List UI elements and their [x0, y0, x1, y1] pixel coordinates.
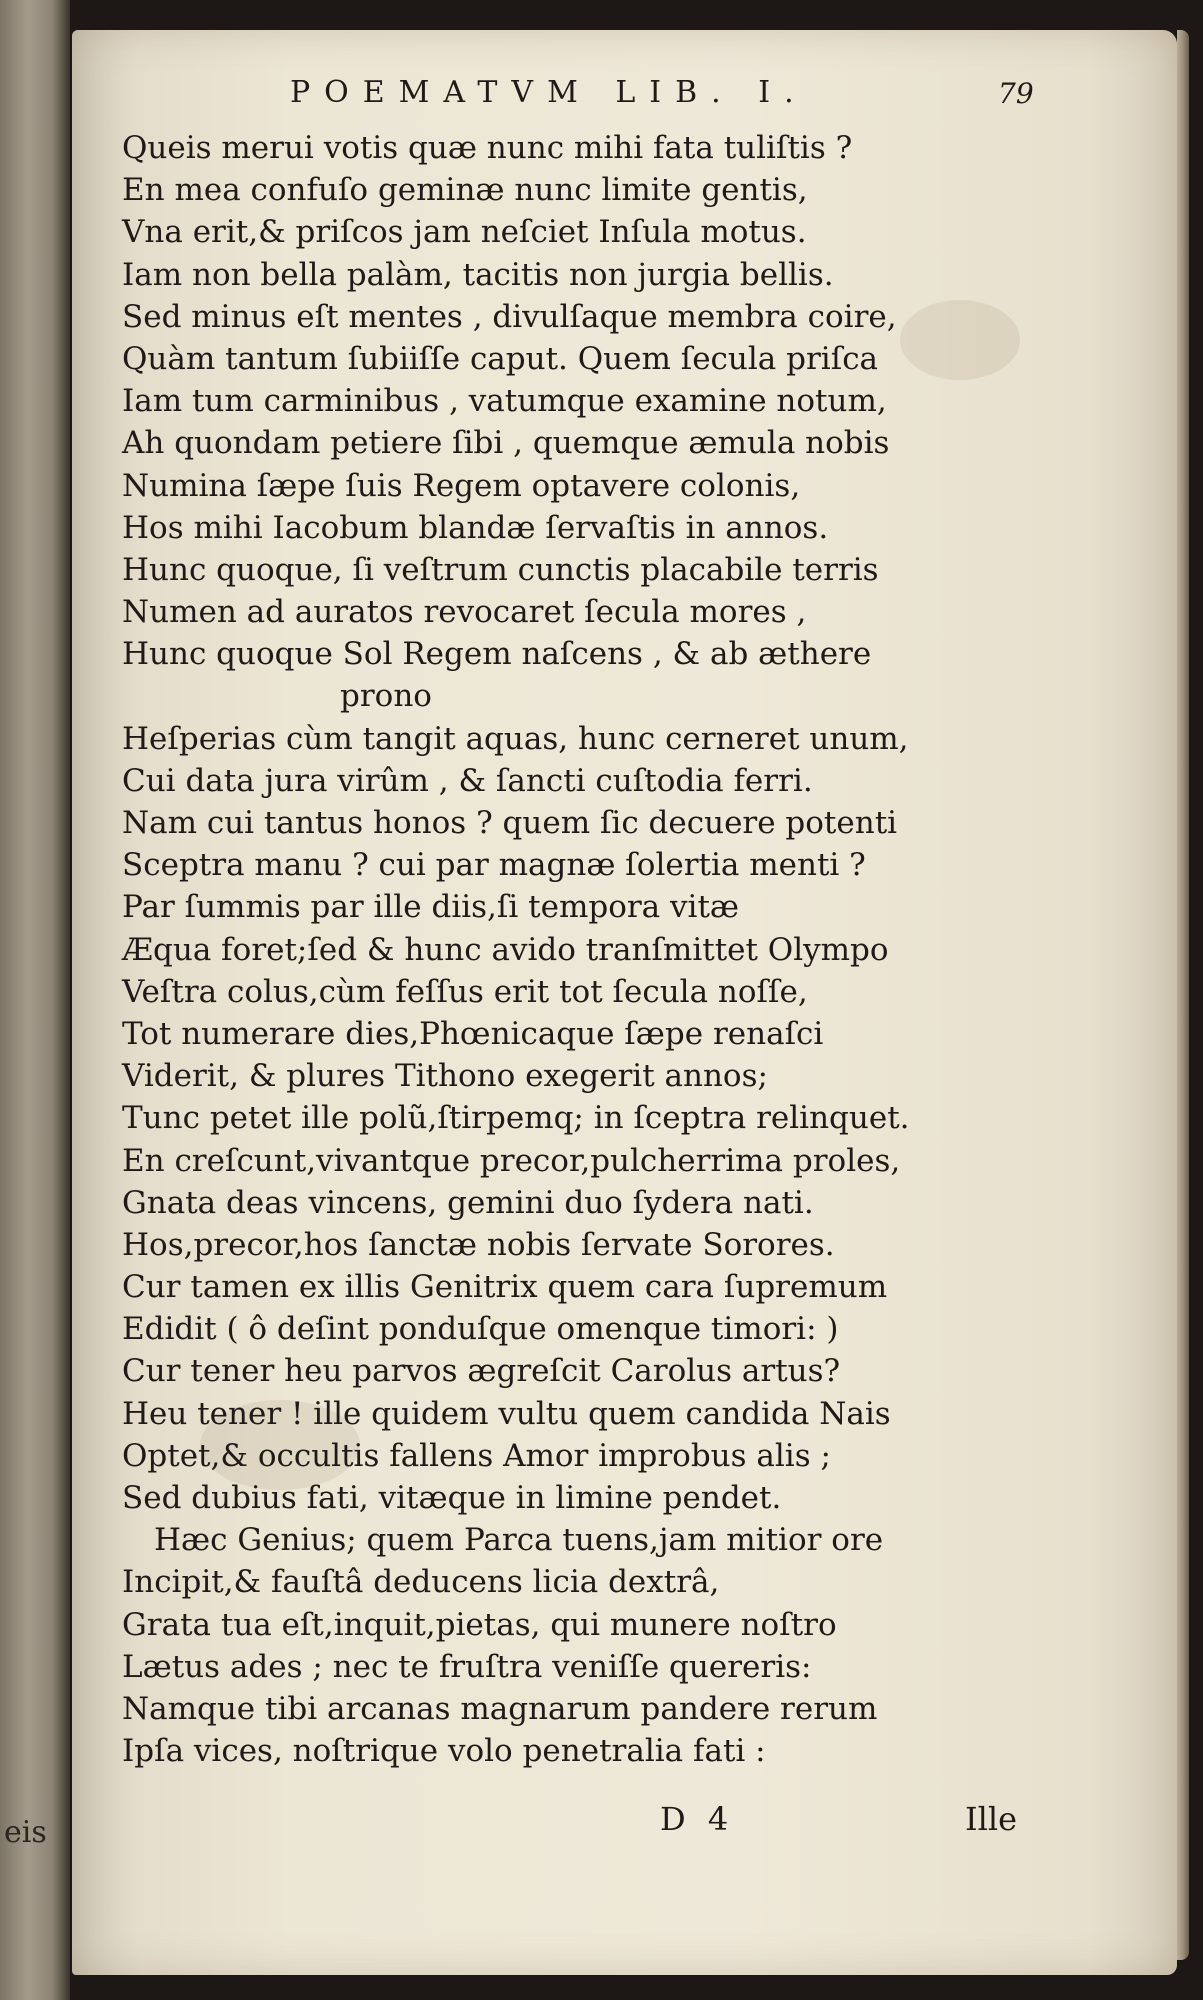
- verse-line: Ipſa vices, noſtrique volo penetralia fati :: [122, 1733, 766, 1770]
- verse-line: Queis merui votis quæ nunc mihi fata tuliſtis ?: [122, 130, 853, 166]
- verse-line: Gnata deas vincens, gemini duo ſydera nati.: [122, 1184, 814, 1221]
- verse-line: Æqua foret;ſed & hunc avido tranſmittet Olympo: [122, 931, 889, 968]
- verse-line: Numen ad auratos revocaret ſecula mores ,: [122, 594, 807, 631]
- verse-line: Cur tamen ex illis Genitrix quem cara ſupremum: [122, 1269, 888, 1306]
- margin-fragment: eis: [4, 1815, 47, 1850]
- verse-line: Iam tum carminibus , vatumque examine notum,: [122, 383, 887, 420]
- verse-line: En mea confuſo geminæ nunc limite gentis,: [122, 172, 808, 209]
- catchword: Ille: [965, 1800, 1018, 1838]
- verse-line: Incipit,& fauſtâ deducens licia dextrâ,: [122, 1564, 720, 1601]
- verse-turnover: prono: [340, 678, 432, 715]
- verse-line-indented: Hæc Genius; quem Parca tuens,jam mitior ore: [154, 1522, 884, 1559]
- verse-line: Numina ſæpe ſuis Regem optavere colonis,: [122, 467, 801, 504]
- verse-line: Hos,precor,hos ſanctæ nobis ſervate Sorores.: [122, 1226, 835, 1263]
- verse-line: Grata tua eſt,inquit,pietas, qui munere noſtro: [122, 1606, 837, 1643]
- verse-line: Namque tibi arcanas magnarum pandere rerum: [122, 1690, 878, 1727]
- page-edge: [1177, 30, 1189, 1960]
- verse-line: Quàm tantum ſubiiſſe caput. Quem ſecula priſca: [122, 340, 879, 377]
- page-footer: [660, 1800, 1060, 1850]
- verse-line: Edidit ( ô deſint ponduſque omenque timori: ): [122, 1311, 839, 1348]
- verse-line: Hunc quoque Sol Regem naſcens , & ab æthere: [122, 636, 872, 673]
- verse-text: [122, 127, 1042, 1772]
- verse-line: Nam cui tantus honos ? quem ſic decuere potenti: [122, 805, 898, 841]
- verse-line: Hos mihi Iacobum blandæ ſervaſtis in annos.: [122, 509, 829, 546]
- verse-line: Iam non bella palàm, tacitis non jurgia bellis.: [122, 256, 834, 293]
- verse-line: Optet,& occultis fallens Amor improbus alis ;: [122, 1437, 831, 1474]
- verse-line: Cur tener heu parvos ægreſcit Carolus artus?: [122, 1353, 841, 1390]
- verse-line: Cui data jura virûm , & ſancti cuſtodia ferri.: [122, 762, 813, 799]
- verse-line: Vna erit,& priſcos jam neſciet Inſula motus.: [122, 214, 807, 251]
- page-number: 79: [998, 77, 1034, 110]
- verse-line: Hunc quoque, ſi veſtrum cunctis placabile terris: [122, 551, 879, 588]
- verse-line: Viderit, & plures Tithono exegerit annos;: [122, 1058, 768, 1095]
- verse-line: Tunc petet ille polũ,ſtirpemq; in ſceptra relinquet.: [122, 1100, 910, 1137]
- verse-line: En creſcunt,vivantque precor,pulcherrima proles,: [122, 1142, 901, 1179]
- running-title: POEMATVM LIB. I.: [290, 75, 808, 110]
- verse-line: Sceptra manu ? cui par magnæ ſolertia menti ?: [122, 847, 866, 884]
- previous-page-edge: [0, 0, 70, 2000]
- verse-line: Veſtra colus,cùm feſſus erit tot ſecula noſſe,: [122, 973, 808, 1010]
- verse-line: Lætus ades ; nec te fruſtra veniſſe quereris:: [122, 1648, 812, 1685]
- signature-mark: D 4: [660, 1800, 729, 1838]
- verse-line: Heſperias cùm tangit aquas, hunc cerneret unum,: [122, 720, 909, 757]
- running-head: [290, 75, 1050, 115]
- verse-line: Sed dubius fati, vitæque in limine pendet.: [122, 1480, 782, 1516]
- verse-line: Ah quondam petiere ſibi , quemque æmula nobis: [122, 425, 890, 462]
- verse-line: Sed minus eſt mentes , divulſaque membra coire,: [122, 298, 897, 335]
- verse-line: Heu tener ! ille quidem vultu quem candida Nais: [122, 1395, 891, 1432]
- verse-line: Par ſummis par ille diis,ſi tempora vitæ: [122, 889, 740, 926]
- verse-line: Tot numerare dies,Phœnicaque ſæpe renaſci: [122, 1015, 824, 1052]
